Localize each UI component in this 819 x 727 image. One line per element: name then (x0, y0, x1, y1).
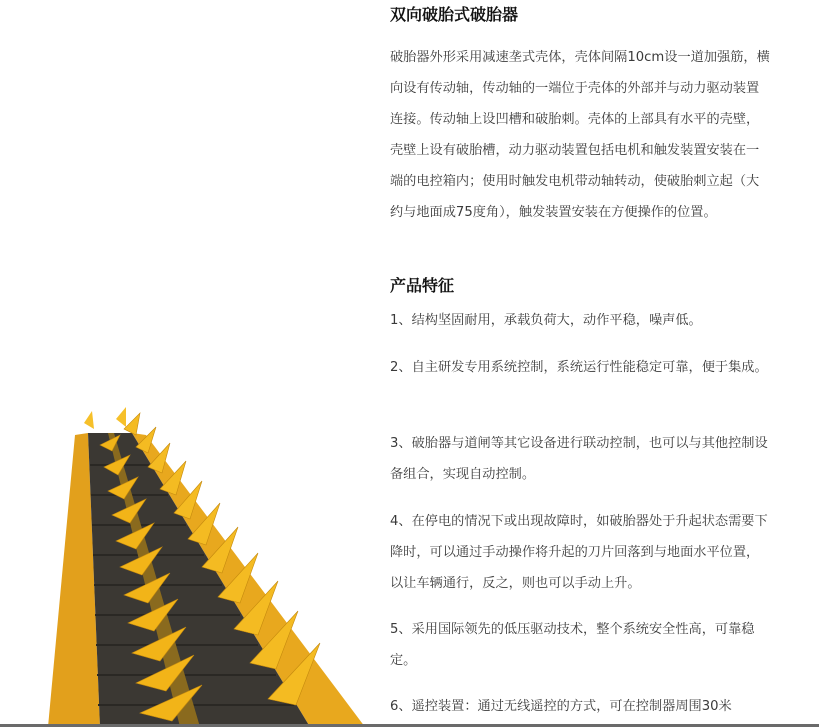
feature-item: 6、遥控装置：通过无线遥控的方式，可在控制器周围30米 (390, 699, 732, 714)
feature-item: 2、自主研发专用系统控制，系统运行性能稳定可靠，便于集成。 (390, 360, 768, 375)
product-title: 双向破胎式破胎器 (390, 5, 519, 24)
feature-item: 4、在停电的情况下或出现故障时，如破胎器处于升起状态需要下降时，可以通过手动操作将升起的刀片回落到与地面水平位置，以让车辆通行，反之，则也可以手动上升。 (390, 514, 768, 591)
tire-killer-image (40, 405, 370, 727)
feature-item: 3、破胎器与道闸等其它设备进行联动控制，也可以与其他控制设备组合，实现自动控制。 (390, 436, 768, 482)
feature-item: 1、结构坚固耐用，承载负荷大，动作平稳，噪声低。 (390, 313, 702, 328)
features-heading: 产品特征 (390, 276, 455, 295)
feature-item: 5、采用国际领先的低压驱动技术，整个系统安全性高，可靠稳定。 (390, 622, 755, 668)
product-description: 破胎器外形采用减速垄式壳体，壳体间隔10cm设一道加强筋，横向设有传动轴，传动轴的一端位于壳体的外部并与动力驱动装置连接。传动轴上设凹槽和破胎刺。壳体的上部具有水平的壳壁，壳壁上设有破胎槽，动力驱动装置包括电机和触发装置安装在一端的电控箱内；使用时触发电机带动轴转动，使破胎刺立起（大约与地面成75度角），触发装置安装在方便操作的位置。 (390, 50, 770, 220)
